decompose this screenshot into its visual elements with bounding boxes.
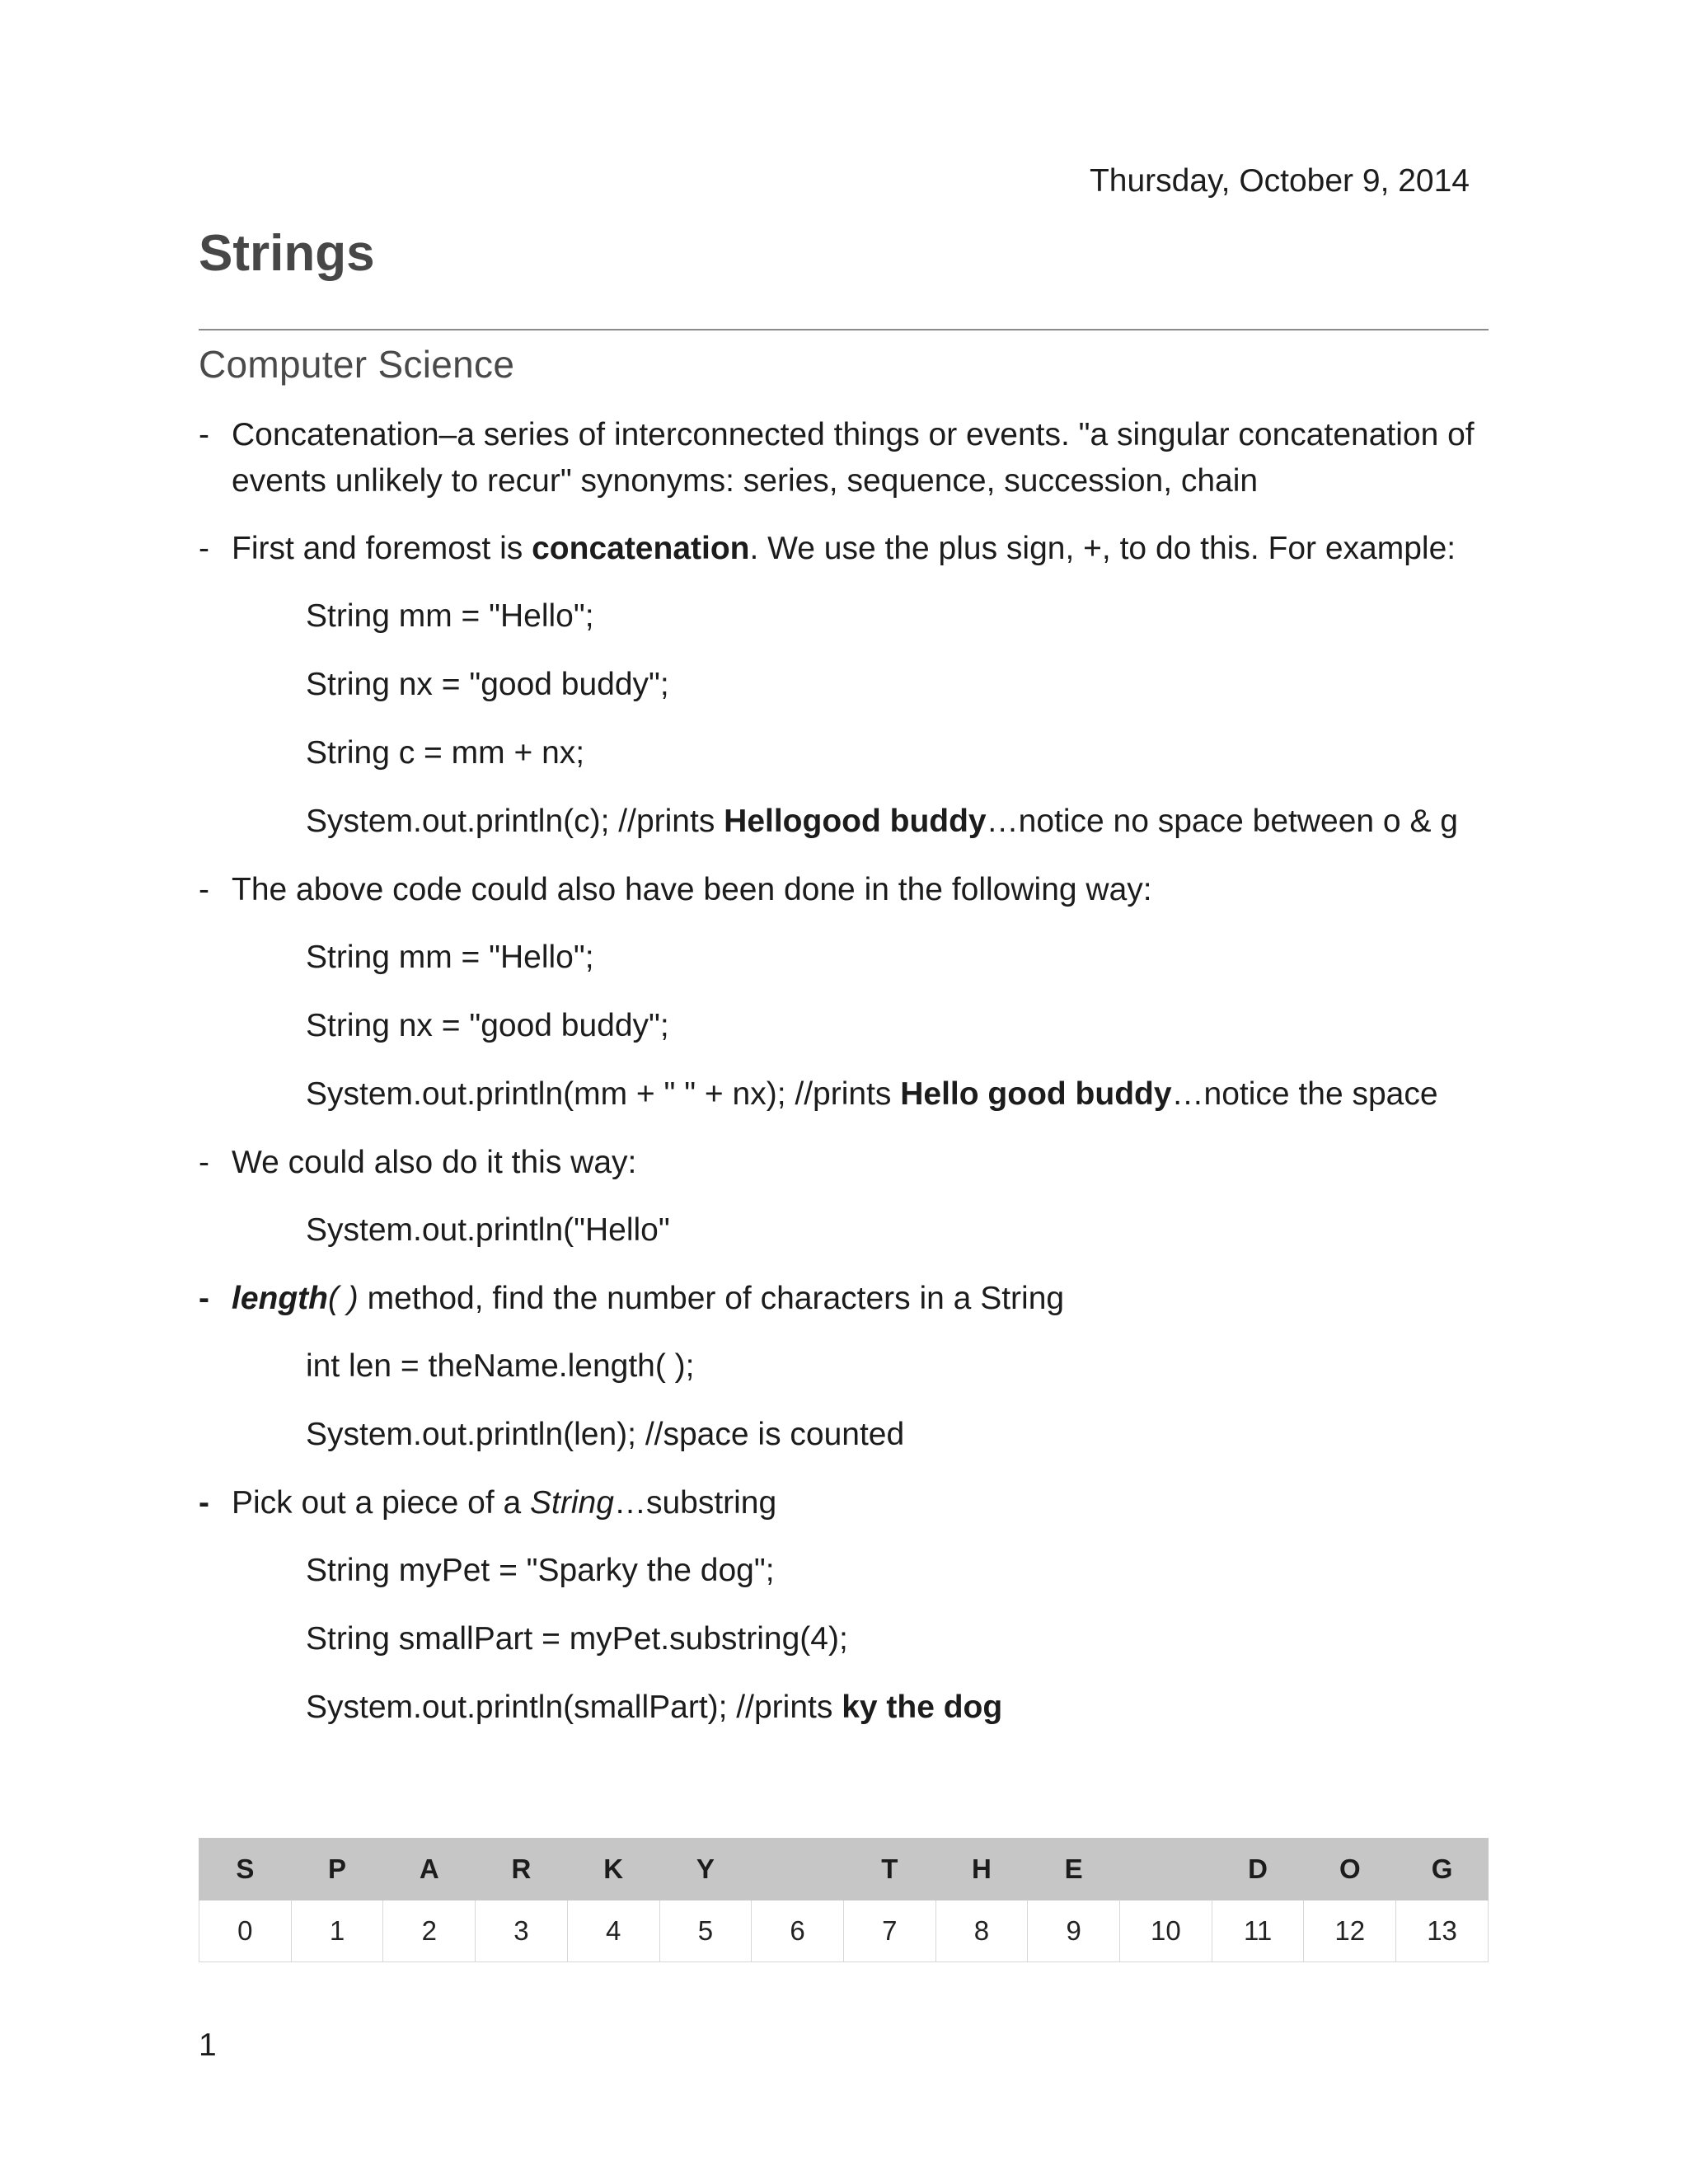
code-output-bold: ky the dog [842, 1690, 1003, 1725]
code-text: System.out.println(c); //prints [306, 804, 724, 839]
title-divider [199, 329, 1489, 330]
code-text: System.out.println(smallPart); //prints [306, 1690, 842, 1725]
bullet-alternate-way [199, 867, 1489, 913]
page-title: Strings [199, 225, 375, 282]
index-cell: 10 [1120, 1900, 1212, 1962]
index-cell: 4 [567, 1900, 659, 1962]
code-line: String nx = "good buddy"; [306, 667, 669, 702]
index-cell: 13 [1396, 1900, 1489, 1962]
notes-body [199, 412, 1489, 1753]
code-line: String myPet = "Sparky the dog"; [306, 1553, 775, 1588]
code-text: …notice the space [1171, 1076, 1438, 1112]
bullet-text: The above code could also have been done in the following way: [232, 872, 1152, 907]
bullet-length-method [199, 1276, 1489, 1322]
bullet-italic-term: String [530, 1485, 614, 1521]
bullet-concatenation-plus [199, 526, 1489, 572]
index-cell: 7 [843, 1900, 935, 1962]
code-output-bold: Hellogood buddy [724, 804, 987, 839]
letter-cell: S [199, 1839, 292, 1900]
bullet-substring [199, 1480, 1489, 1526]
bullet-text: First and foremost is [232, 531, 532, 566]
letter-cell: K [567, 1839, 659, 1900]
index-cell: 8 [935, 1900, 1028, 1962]
code-line: System.out.println("Hello" [306, 1212, 670, 1248]
bullet-text: Pick out a piece of a [232, 1485, 531, 1521]
code-line [199, 799, 1489, 845]
letter-cell [752, 1839, 844, 1900]
letters-row [199, 1839, 1489, 1900]
bullet-bold-term: concatenation [532, 531, 750, 566]
bullet-text: Concatenation–a series of interconnected things or events. "a singular concatenation of events unlikely to recur" synonyms: series, sequence, succession, chain [232, 417, 1475, 499]
letter-cell: P [291, 1839, 383, 1900]
letter-cell: G [1396, 1839, 1489, 1900]
method-parens: ( ) [327, 1281, 359, 1316]
bullet-dash: - [199, 872, 209, 907]
code-line: System.out.println(len); //space is counted [306, 1417, 905, 1452]
letter-cell: Y [659, 1839, 752, 1900]
index-cell: 11 [1212, 1900, 1304, 1962]
date-header: Thursday, October 9, 2014 [1089, 163, 1470, 199]
indices-row [199, 1900, 1489, 1962]
letter-cell: A [383, 1839, 476, 1900]
letter-cell: E [1028, 1839, 1120, 1900]
page-number: 1 [199, 2027, 217, 2063]
letter-cell [1120, 1839, 1212, 1900]
letter-cell: O [1304, 1839, 1396, 1900]
letter-cell: R [476, 1839, 568, 1900]
index-cell: 12 [1304, 1900, 1396, 1962]
letter-cell: H [935, 1839, 1028, 1900]
string-index-table [199, 1838, 1489, 1962]
code-line [199, 1685, 1489, 1731]
code-line: String smallPart = myPet.substring(4); [306, 1621, 848, 1657]
code-line: String nx = "good buddy"; [306, 1008, 669, 1043]
index-cell: 9 [1028, 1900, 1120, 1962]
index-cell: 1 [291, 1900, 383, 1962]
index-cell: 2 [383, 1900, 476, 1962]
bullet-text: method, find the number of characters in a String [358, 1281, 1065, 1316]
index-cell: 3 [476, 1900, 568, 1962]
bullet-dash: - [199, 417, 209, 452]
bullet-text: …substring [613, 1485, 777, 1521]
index-cell: 6 [752, 1900, 844, 1962]
letter-cell: D [1212, 1839, 1304, 1900]
code-line: String mm = "Hello"; [306, 940, 594, 975]
bullet-text: We could also do it this way: [232, 1145, 637, 1180]
code-line: String mm = "Hello"; [306, 598, 594, 634]
bullet-dash: - [199, 531, 209, 566]
code-output-bold: Hello good buddy [900, 1076, 1172, 1112]
code-line: int len = theName.length( ); [306, 1348, 695, 1384]
code-line [199, 1071, 1489, 1118]
bullet-concatenation-definition [199, 412, 1489, 504]
method-name: length [232, 1281, 328, 1316]
index-cell: 0 [199, 1900, 292, 1962]
code-text: System.out.println(mm + " " + nx); //prints [306, 1076, 901, 1112]
code-text: …notice no space between o & g [986, 804, 1458, 839]
index-cell: 5 [659, 1900, 752, 1962]
section-subtitle: Computer Science [199, 343, 515, 386]
bullet-this-way [199, 1140, 1489, 1186]
bullet-dash: - [199, 1281, 209, 1316]
bullet-dash: - [199, 1145, 209, 1180]
bullet-text: . We use the plus sign, +, to do this. For example: [749, 531, 1456, 566]
bullet-dash: - [199, 1485, 209, 1521]
letter-cell: T [843, 1839, 935, 1900]
code-line: String c = mm + nx; [306, 735, 585, 771]
